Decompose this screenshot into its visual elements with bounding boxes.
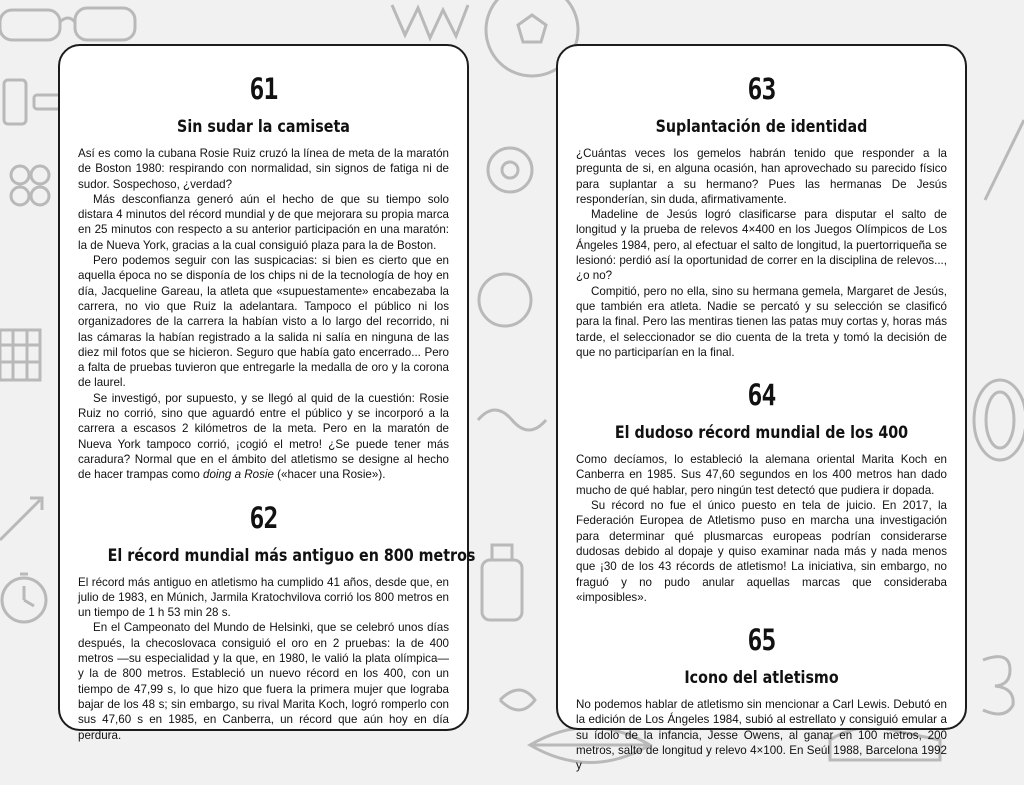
section-title: El récord mundial más antiguo en 800 metros (107, 545, 476, 566)
zigzag-icon (392, 5, 468, 38)
stopwatch-icon (2, 574, 46, 622)
sunglasses-icon (0, 8, 135, 40)
italic-term: doing a Rosie (203, 468, 274, 482)
swirl-icon (500, 690, 535, 710)
paragraph: Así es como la cubana Rosie Ruiz cruzó la línea de meta de la maratón de Boston 1980: respirando con normalidad, sin signos de fatiga ni de sudor. Sospechoso, ¿verdad? (78, 147, 449, 191)
ring-icon (479, 274, 531, 326)
pencil-icon (985, 120, 1024, 200)
page-right (556, 44, 967, 773)
paragraph: En el Campeonato del Mundo de Helsinki, que se celebró unos días después, la checoslovaca consiguió el oro en 2 pruebas: la de 400 metros —su especialidad y la que, en 1980, le valió la plata olímpica— y la de 800 metros. Estableció un nuevo récord en los 400, con un tiempo de 47,99 s, lo que hizo que fuera la primera mujer que lograba bajar de los 48 s; sin embargo, su rival Marita Koch, logró romperlo con sus 47,60 s en 1985, en Canberra, un récord que aún hoy en día perdura. (78, 621, 449, 742)
section-number: 62 (249, 500, 278, 535)
arrow-icon (0, 498, 42, 540)
paragraph: Más desconfianza generó aún el hecho de que su tiempo solo distara 4 minutos del récord mundial y de que mejorara su propia marca en 25 minutos con respecto a su anterior participación en una maratón: la de Nueva York, gracias a la cual consiguió plaza para la de Boston. (78, 192, 449, 252)
section-title: Suplantación de identidad (655, 117, 868, 137)
ball-rack-icon (11, 166, 49, 205)
section-title: Sin sudar la camiseta (177, 117, 350, 137)
paragraph: El récord más antiguo en atletismo ha cumplido 41 años, desde que, en julio de 1983, en Múnich, Jarmila Kratochvilova corrió los 800 metros en un tiempo de 1 h 53 min 28 s. (78, 575, 449, 620)
bottle-icon (482, 545, 522, 620)
paragraph: No podemos hablar de atletismo sin mencionar a Carl Lewis. Debutó en la edición de Los Ángeles 1984, subió al estrellato y consiguió emular a su ídolo de la infancia, Jesse Owens, al ganar en 100 metros, 200 metros, salto de longitud y relevo 4×100. En Seúl 1988, Barcelona 1992 y (576, 698, 947, 773)
paragraph: Madeline de Jesús logró clasificarse para disputar el salto de longitud y la prueba de relevos 4×400 en los Juegos Olímpicos de Los Ángeles 1984, pero, al efectuar el salto de longitud, la puertorriqueña se lesionó: perdió así la oportunidad de correr en la disciplina de relevos..., ¿o no? (576, 208, 947, 283)
disc-icon (488, 148, 532, 192)
paragraph (78, 391, 449, 483)
checkered-flag-icon (0, 330, 40, 380)
paragraph-text: («hacer una Rosie»). (273, 468, 386, 482)
section-number: 64 (747, 378, 776, 413)
dumbbell-icon (4, 80, 64, 124)
section-number: 63 (747, 72, 776, 106)
paragraph: Pero podemos seguir con las suspicacias: si bien es cierto que en aquella época no se disponía de los chips ni de la tecnología de hoy en día, Jacqueline Gareau, la atleta que «supuestamente» encabezaba la carrera, no vio que Ruiz la adelantara. Tampoco el público ni los organizadores de la carrera la habían visto a lo largo del recorrido, ni las cámaras la habían registrado a la salida ni salía en ninguna de las diez mil fotos que se hicieron. Seguro que había gato encerrado... Pero a falta de pruebas tuvieron que entregarle la medalla de oro y la corona de laurel. (78, 254, 449, 390)
page-left (58, 44, 476, 742)
paragraph: Compitió, pero no ella, sino su hermana gemela, Margaret de Jesús, que también era atleta. Nadie se percató y su selección se clasificó para la final. Pero las mentiras tienen las patas muy cortas y, horas más tarde, el seleccionador se dio cuenta de la treta y tomó la decisión de que no participarían en la final. (576, 284, 947, 359)
paragraph: ¿Cuántas veces los gemelos habrán tenido que responder a la pregunta de si, en alguna ocasión, han aprovechado su parecido físico para suplantar a su hermano? Pues las hermanas De Jesús responderían, sin duda, afirmativamente. (576, 147, 947, 206)
tambourine-icon (974, 380, 1024, 460)
paragraph: Como decíamos, lo estableció la alemana oriental Marita Koch en Canberra en 1985. Sus 47,60 segundos en los 400 metros han dado mucho de qué hablar, pero ningún test detectó que pudiera ir dopada. (576, 453, 947, 497)
paragraph: Su récord no fue el único puesto en tela de juicio. En 2017, la Federación Europea de Atletismo puso en marcha una investigación para determinar qué plusmarcas europeas podrían considerarse dudosas debido al dopaje y quiso examinar nada más y nada menos que ¡30 de los 43 récords de atletismo! La iniciativa, sin embargo, no fraguó y no pudo anular aquellas marcas que consideraba «imposibles». (576, 499, 947, 604)
section-number: 65 (747, 623, 776, 658)
paragraph-text: Se investigó, por supuesto, y se llegó al quid de la cuestión: Rosie Ruiz no corrió, sino que aguardó entre el público y se incorporó a la carrera a escasos 2 kilómetros de la meta. Pero en la maratón de Nueva York tampoco corrió, ¡cogió el metro! ¿Se puede tener más caradura? Normal que en el ámbito del atletismo se designe al hecho de hacer trampas como (78, 391, 449, 482)
wave-icon (478, 410, 546, 430)
section-title: El dudoso récord mundial de los 400 (614, 423, 909, 444)
number-three-icon (983, 657, 1013, 714)
section-title: Icono del atletismo (684, 668, 839, 689)
section-number: 61 (249, 72, 278, 106)
